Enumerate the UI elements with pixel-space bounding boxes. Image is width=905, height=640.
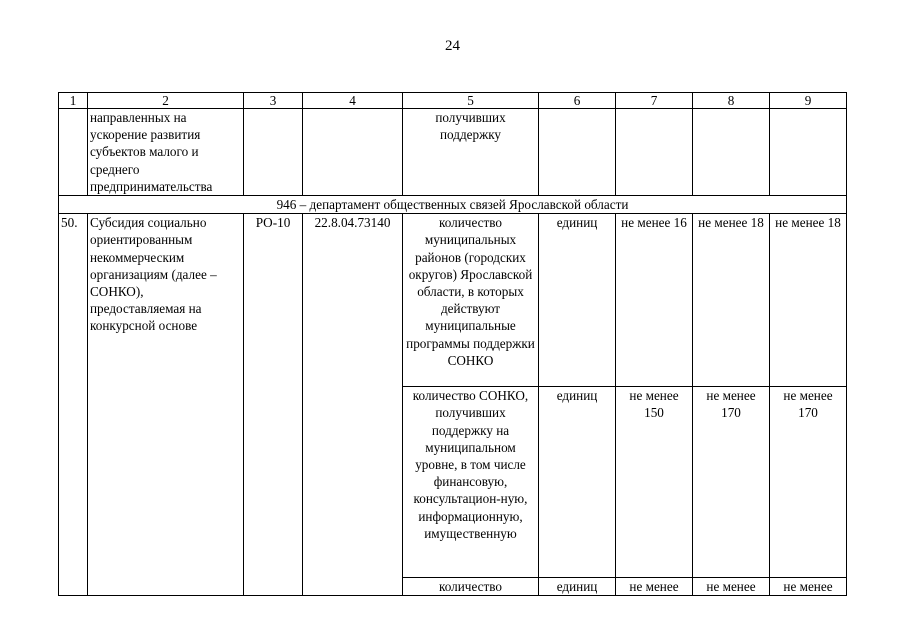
column-header: 9 — [770, 93, 847, 109]
column-header: 6 — [539, 93, 616, 109]
table-cell — [303, 109, 403, 196]
continuation-row — [59, 109, 847, 196]
column-header: 8 — [693, 93, 770, 109]
column-header: 7 — [616, 93, 693, 109]
indicators-table — [58, 92, 847, 596]
indicator-text: количество СОНКО, получивших поддержку на муниципальном уровне, в том числе финансовую, консультацион-ную, информационную, имущественную — [403, 387, 539, 578]
table-cell — [59, 109, 88, 196]
column-header-row — [59, 93, 847, 109]
column-header: 2 — [88, 93, 244, 109]
indicator-unit: единиц — [539, 387, 616, 578]
table-cell — [539, 109, 616, 196]
indicator-value-col9: не менее — [770, 578, 847, 596]
indicator-value-col8: не менее 18 — [693, 214, 770, 387]
table-cell — [693, 109, 770, 196]
indicator-value-col7: не менее 150 — [616, 387, 693, 578]
indicator-value-col9: не менее 170 — [770, 387, 847, 578]
budget-code: 22.8.04.73140 — [303, 214, 403, 596]
table-cell — [616, 109, 693, 196]
indicator-value-col8: не менее 170 — [693, 387, 770, 578]
indicator-value-col8: не менее — [693, 578, 770, 596]
item-name: Субсидия социально ориентированным некоммерческим организациям (далее – СОНКО), предоставляемая на конкурсной основе — [88, 214, 244, 596]
item-code: РО-10 — [244, 214, 303, 596]
page-number: 24 — [445, 38, 460, 54]
indicator-unit: единиц — [539, 214, 616, 387]
table-row — [59, 214, 847, 387]
column-header: 1 — [59, 93, 88, 109]
column-header: 4 — [303, 93, 403, 109]
indicator-text: количество муниципальных районов (городских округов) Ярославской области, в которых действуют муниципальные программы поддержки СОНКО — [403, 214, 539, 387]
column-header: 5 — [403, 93, 539, 109]
indicator-text: количество — [403, 578, 539, 596]
indicator-value-col7: не менее — [616, 578, 693, 596]
department-row — [59, 196, 847, 214]
item-name-continued: направленных на ускорение развития субъектов малого и среднего предпринимательства — [88, 109, 244, 196]
indicator-unit: единиц — [539, 578, 616, 596]
indicator-value-col9: не менее 18 — [770, 214, 847, 387]
table-cell — [244, 109, 303, 196]
indicator-text-continued: получивших поддержку — [403, 109, 539, 196]
item-number: 50. — [59, 214, 88, 596]
indicator-value-col7: не менее 16 — [616, 214, 693, 387]
table-cell — [770, 109, 847, 196]
column-header: 3 — [244, 93, 303, 109]
department-title: 946 – департамент общественных связей Ярославской области — [59, 196, 847, 214]
